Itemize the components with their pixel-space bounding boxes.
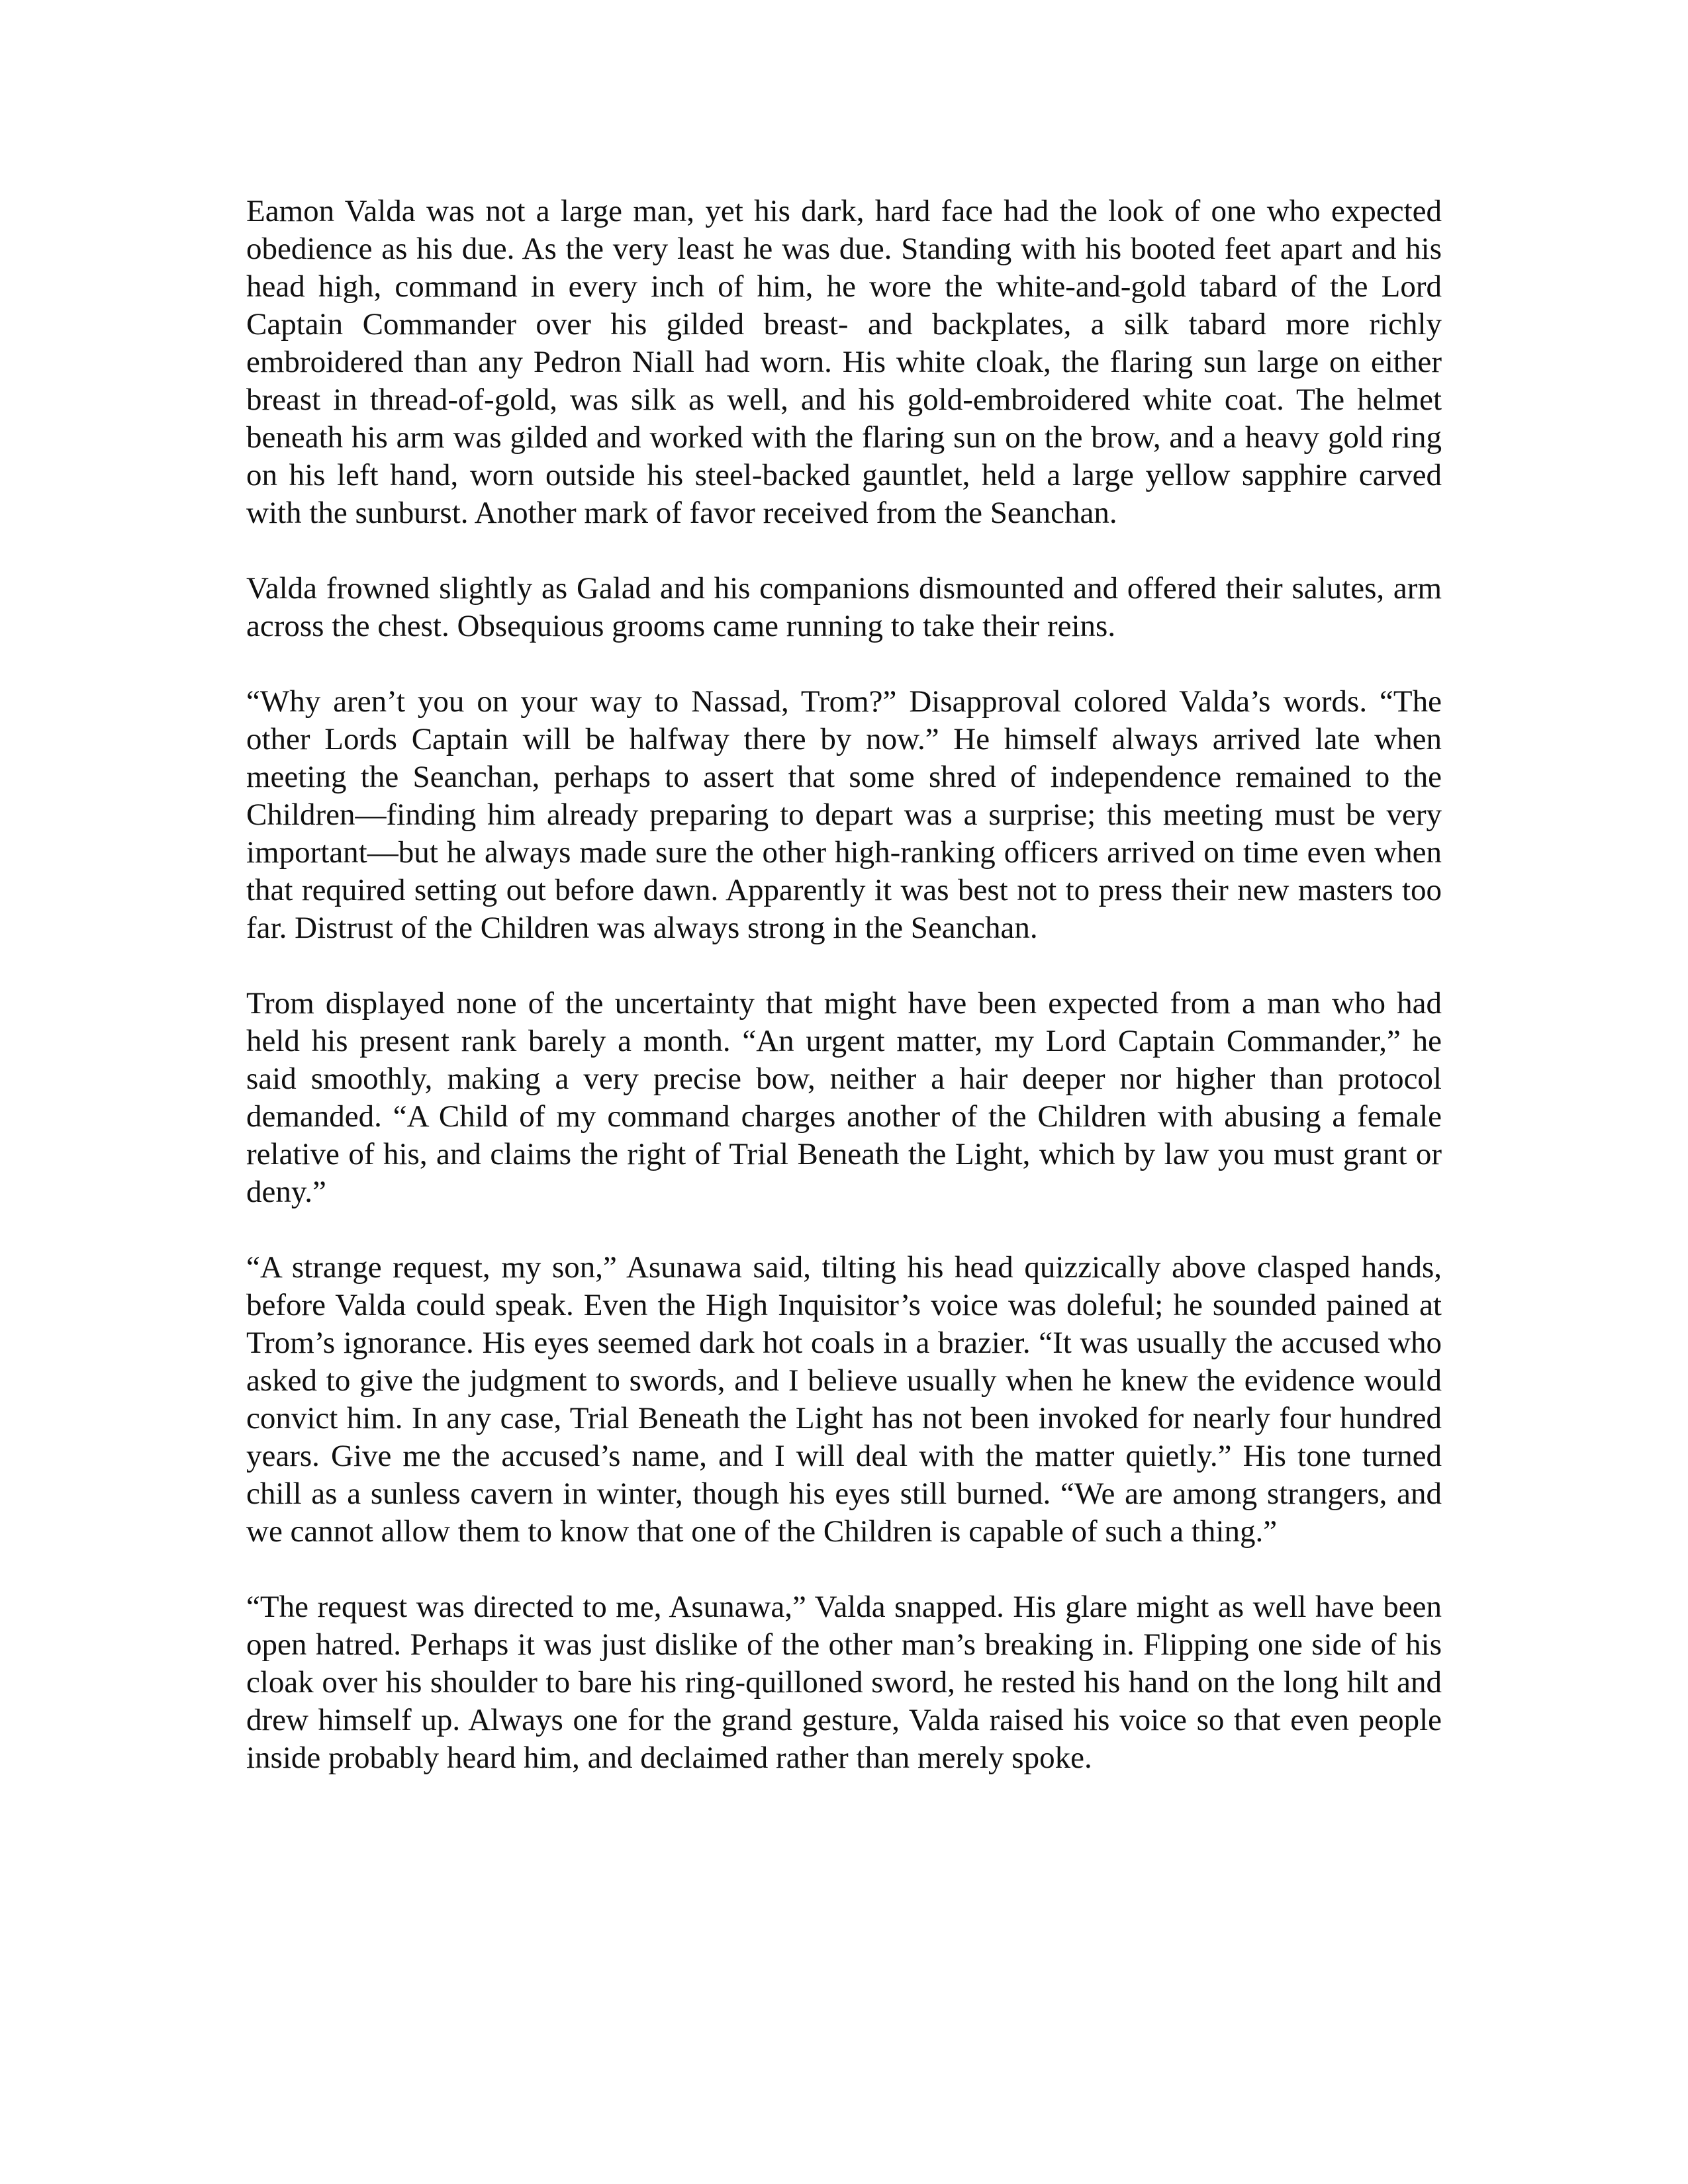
paragraph-3: “Why aren’t you on your way to Nassad, Trom?” Disapproval colored Valda’s words. “The other Lords Captain will be halfway there by now.” He himself always arrived late when meeting the Seanchan, perhaps to assert that some shred of independence remained to the Children—finding him already preparing to depart was a surprise; this meeting must be very important—but he always made sure the other high-ranking officers arrived on time even when that required setting out before dawn. Apparently it was best not to press their new masters too far. Distrust of the Children was always strong in the Seanchan.: [246, 684, 1442, 945]
body-text: [246, 193, 1442, 1777]
paragraph-5: “A strange request, my son,” Asunawa said, tilting his head quizzically above clasped hands, before Valda could speak. Even the High Inquisitor’s voice was doleful; he sounded pained at Trom’s ignorance. His eyes seemed dark hot coals in a brazier. “It was usually the accused who asked to give the judgment to swords, and I believe usually when he knew the evidence would convict him. In any case, Trial Beneath the Light has not been invoked for nearly four hundred years. Give me the accused’s name, and I will deal with the matter quietly.” His tone turned chill as a sunless cavern in winter, though his eyes still burned. “We are among strangers, and we cannot allow them to know that one of the Children is capable of such a thing.”: [246, 1250, 1442, 1549]
paragraph-4: Trom displayed none of the uncertainty that might have been expected from a man who had held his present rank barely a month. “An urgent matter, my Lord Captain Commander,” he said smoothly, making a very precise bow, neither a hair deeper nor higher than protocol demanded. “A Child of my command charges another of the Children with abusing a female relative of his, and claims the right of Trial Beneath the Light, which by law you must grant or deny.”: [246, 986, 1442, 1209]
paragraph-6: “The request was directed to me, Asunawa,” Valda snapped. His glare might as well have been open hatred. Perhaps it was just dislike of the other man’s breaking in. Flipping one side of his cloak over his shoulder to bare his ring-quilloned sword, he rested his hand on the long hilt and drew himself up. Always one for the grand gesture, Valda raised his voice so that even people inside probably heard him, and declaimed rather than merely spoke.: [246, 1590, 1442, 1775]
paragraph-2: Valda frowned slightly as Galad and his companions dismounted and offered their salutes, arm across the chest. Obsequious grooms came running to take their reins.: [246, 571, 1442, 643]
paragraph-1: Eamon Valda was not a large man, yet his dark, hard face had the look of one who expected obedience as his due. As the very least he was due. Standing with his booted feet apart and his head high, command in every inch of him, he wore the white-and-gold tabard of the Lord Captain Commander over his gilded breast- and backplates, a silk tabard more richly embroidered than any Pedron Niall had worn. His white cloak, the flaring sun large on either breast in thread-of-gold, was silk as well, and his gold-embroidered white coat. The helmet beneath his arm was gilded and worked with the flaring sun on the brow, and a heavy gold ring on his left hand, worn outside his steel-backed gauntlet, held a large yellow sapphire carved with the sunburst. Another mark of favor received from the Seanchan.: [246, 194, 1442, 530]
